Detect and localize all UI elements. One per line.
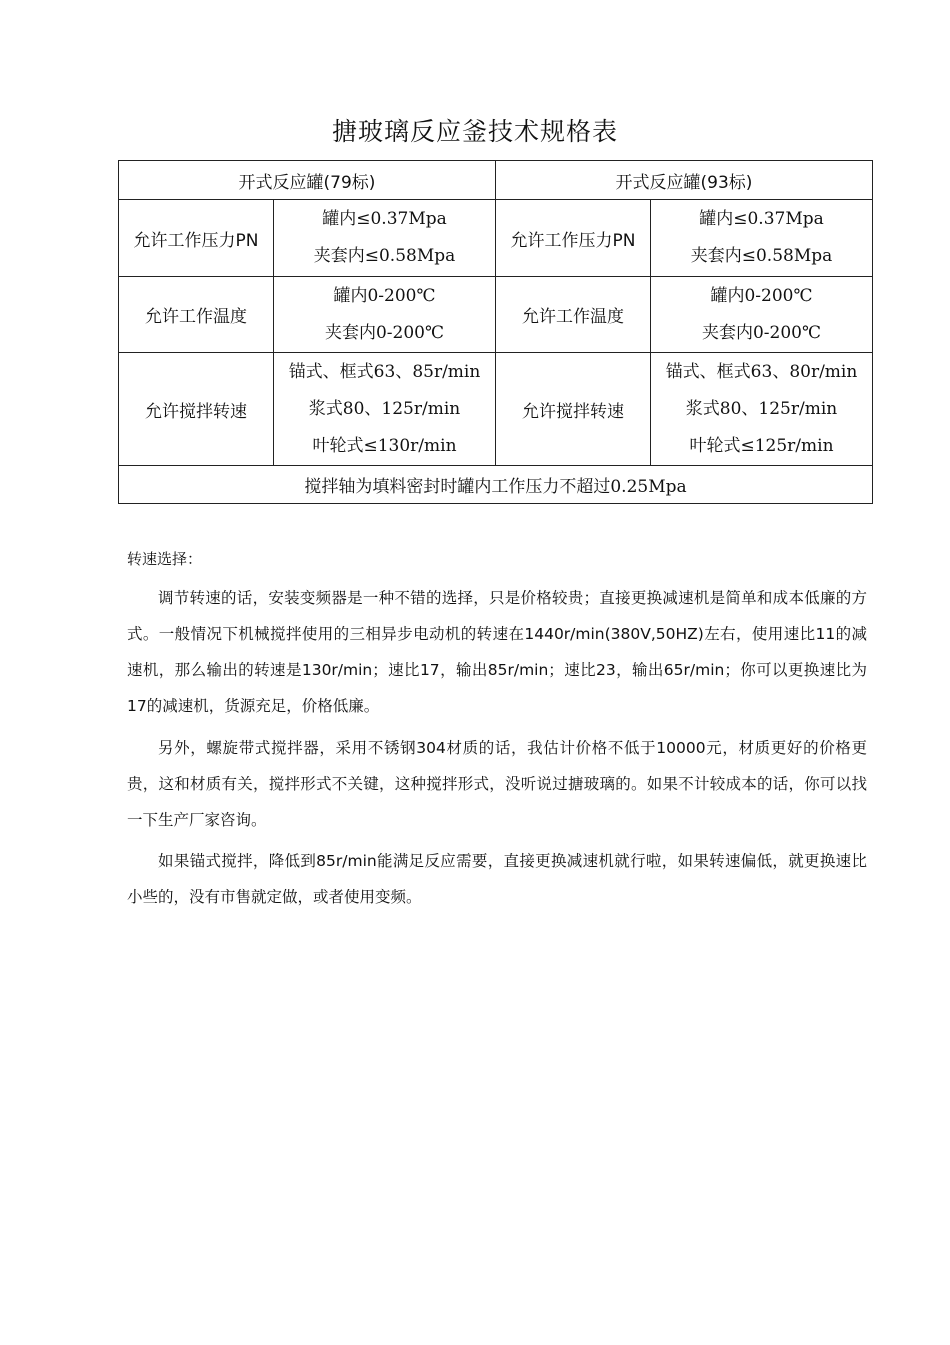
table-cell-value: 锚式、框式63、85r/min (288, 361, 481, 382)
pressure-values-93 (651, 200, 873, 277)
pressure-values-79 (274, 200, 496, 277)
spec-table (118, 160, 873, 504)
table-cell-value: 夹套内0-200℃ (324, 322, 445, 343)
table-footer-row (119, 466, 873, 504)
row-label-temperature-93: 允许工作温度 (496, 277, 651, 353)
table-cell-value: 叶轮式≤130r/min (312, 435, 457, 456)
notes-paragraph: 另外，螺旋带式搅拌器，采用不锈钢304材质的话，我估计价格不低于10000元，材质更好的价格更贵，这和材质有关，搅拌形式不关键，这种搅拌形式，没听说过搪玻璃的。如果不计较成本的话，你可以找一下生产厂家咨询。 (127, 739, 867, 829)
table-footer-note: 搅拌轴为填料密封时罐内工作压力不超过0.25Mpa (119, 466, 873, 504)
row-label-speed-93: 允许搅拌转速 (496, 353, 651, 466)
table-cell-value: 夹套内≤0.58Mpa (690, 246, 833, 266)
table-cell-value: 浆式80、125r/min (308, 398, 461, 419)
temperature-values-79 (274, 277, 496, 353)
table-cell-value: 罐内≤0.37Mpa (699, 209, 824, 229)
table-row (119, 200, 873, 277)
row-label-pressure-93: 允许工作压力PN (496, 200, 651, 277)
row-label-speed-79: 允许搅拌转速 (119, 353, 274, 466)
table-row (119, 353, 873, 466)
table-cell-value: 罐内≤0.37Mpa (322, 209, 447, 229)
table-row (119, 277, 873, 353)
row-label-temperature-79: 允许工作温度 (119, 277, 274, 353)
table-cell-value: 浆式80、125r/min (685, 398, 838, 419)
table-cell-value: 叶轮式≤125r/min (689, 435, 834, 456)
header-93-standard: 开式反应罐(93标) (496, 161, 873, 200)
temperature-values-93 (651, 277, 873, 353)
speed-values-79 (274, 353, 496, 466)
table-header-row (119, 161, 873, 200)
table-cell-value: 夹套内0-200℃ (701, 322, 822, 343)
speed-values-93 (651, 353, 873, 466)
notes-paragraph: 调节转速的话，安装变频器是一种不错的选择，只是价格较贵；直接更换减速机是简单和成本低廉的方式。一般情况下机械搅拌使用的三相异步电动机的转速在1440r/min(380V,50HZ)左右，使用速比11的减速机，那么输出的转速是130r/min；速比17，输出85r/min；速比23，输出65r/min；你可以更换速比为17的减速机，货源充足，价格低廉。 (127, 589, 867, 715)
table-cell-value: 罐内0-200℃ (333, 285, 436, 306)
document-title: 搪玻璃反应釜技术规格表 (331, 117, 618, 146)
notes-paragraph: 如果锚式搅拌，降低到85r/min能满足反应需要，直接更换减速机就行啦，如果转速偏低，就更换速比小些的，没有市售就定做，或者使用变频。 (127, 852, 867, 906)
table-cell-value: 罐内0-200℃ (710, 285, 813, 306)
table-cell-value: 夹套内≤0.58Mpa (313, 246, 456, 266)
notes-heading: 转速选择： (127, 550, 203, 568)
row-label-pressure-79: 允许工作压力PN (119, 200, 274, 277)
header-79-standard: 开式反应罐(79标) (119, 161, 496, 200)
table-cell-value: 锚式、框式63、80r/min (665, 361, 858, 382)
